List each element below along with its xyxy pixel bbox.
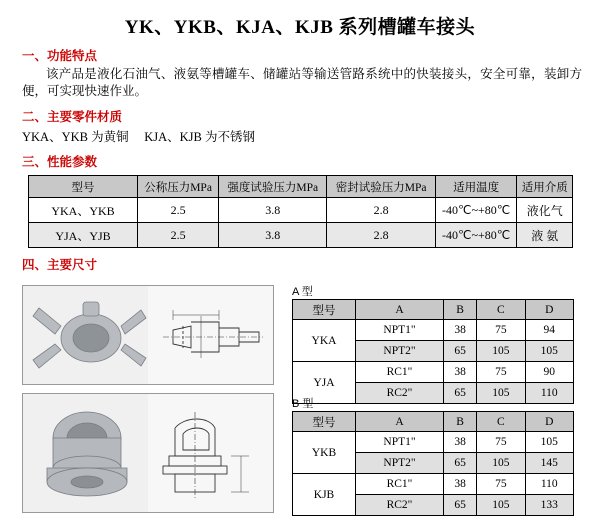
material-text: YKA、YKB 为黄铜 KJA、KJB 为不锈钢 xyxy=(22,130,255,144)
perf-header-seal-pressure: 密封试验压力MPa xyxy=(327,176,435,198)
dim-a-cell: 38 xyxy=(444,320,477,341)
dim-a-cell: NPT1" xyxy=(356,320,444,341)
table-row xyxy=(29,198,573,223)
table-row xyxy=(293,432,574,453)
dim-a-cell: 75 xyxy=(477,362,525,383)
dim-b-cell: 38 xyxy=(444,432,477,453)
table-header-row xyxy=(29,176,573,198)
image-row-a xyxy=(22,285,274,385)
dim-a-header-b: B xyxy=(444,300,477,320)
dim-b-cell: NPT1" xyxy=(356,432,444,453)
dim-a-header-model: 型号 xyxy=(293,300,356,320)
dim-a-cell: 105 xyxy=(525,341,573,362)
perf-cell: 2.8 xyxy=(327,223,435,248)
perf-cell: 2.5 xyxy=(138,223,219,248)
dim-a-header-a: A xyxy=(356,300,444,320)
dimension-label-b: B 型 xyxy=(292,398,314,410)
dim-b-cell: 65 xyxy=(444,453,477,474)
coupling-photo-a xyxy=(23,286,273,384)
perf-cell: 液化气 xyxy=(517,198,573,223)
dim-a-cell: RC1" xyxy=(356,362,444,383)
dim-b-cell: 110 xyxy=(525,474,573,495)
image-row-b xyxy=(22,393,274,513)
dim-a-model: YKA xyxy=(293,320,356,362)
dim-b-cell: 133 xyxy=(525,495,573,516)
table-row xyxy=(29,223,573,248)
dim-b-cell: 75 xyxy=(477,474,525,495)
dim-a-cell: 38 xyxy=(444,362,477,383)
dim-a-cell: 65 xyxy=(444,341,477,362)
performance-table xyxy=(28,175,573,248)
table-row xyxy=(293,474,574,495)
perf-header-strength-pressure: 强度试验压力MPa xyxy=(219,176,327,198)
perf-header-medium: 适用介质 xyxy=(517,176,573,198)
dim-a-cell: 75 xyxy=(477,320,525,341)
dim-b-cell: RC1" xyxy=(356,474,444,495)
perf-cell: 3.8 xyxy=(219,198,327,223)
perf-cell: -40℃~+80℃ xyxy=(435,198,517,223)
dim-b-cell: 105 xyxy=(525,432,573,453)
perf-header-nominal-pressure: 公称压力MPa xyxy=(138,176,219,198)
perf-cell: 2.5 xyxy=(138,198,219,223)
section-heading-material: 二、主要零件材质 xyxy=(22,110,123,124)
perf-header-model: 型号 xyxy=(29,176,138,198)
dim-b-cell: 38 xyxy=(444,474,477,495)
dim-a-cell: 90 xyxy=(525,362,573,383)
dim-a-cell: 105 xyxy=(477,341,525,362)
dim-b-cell: 75 xyxy=(477,432,525,453)
dim-a-cell: 65 xyxy=(444,383,477,404)
section-heading-features: 一、功能特点 xyxy=(22,49,98,63)
dimension-label-a: A 型 xyxy=(292,286,313,298)
dimension-table-b xyxy=(292,411,574,516)
table-row xyxy=(293,320,574,341)
dim-a-model: YJA xyxy=(293,362,356,404)
dim-b-cell: 105 xyxy=(477,495,525,516)
document-page xyxy=(0,12,600,528)
dim-b-cell: 65 xyxy=(444,495,477,516)
perf-cell: YJA、YJB xyxy=(29,223,138,248)
table-header-row xyxy=(293,300,574,320)
flange-coupling-photo-b xyxy=(23,394,273,512)
dim-a-cell: 94 xyxy=(525,320,573,341)
page-title: YK、YKB、KJA、KJB 系列槽罐车接头 xyxy=(124,17,476,38)
dim-a-header-d: D xyxy=(525,300,573,320)
dimensions-area xyxy=(0,281,600,531)
section-heading-dimensions: 四、主要尺寸 xyxy=(22,258,98,272)
perf-cell: -40℃~+80℃ xyxy=(435,223,517,248)
dim-b-model: KJB xyxy=(293,474,356,516)
dim-b-model: YKB xyxy=(293,432,356,474)
dim-a-cell: 110 xyxy=(525,383,573,404)
dim-b-cell: 105 xyxy=(477,453,525,474)
dim-b-header-a: A xyxy=(356,412,444,432)
dim-b-header-model: 型号 xyxy=(293,412,356,432)
dim-a-cell: RC2" xyxy=(356,383,444,404)
dim-b-header-b: B xyxy=(444,412,477,432)
dim-b-header-c: C xyxy=(477,412,525,432)
table-row xyxy=(293,362,574,383)
perf-cell: 3.8 xyxy=(219,223,327,248)
section-heading-performance: 三、性能参数 xyxy=(22,155,98,169)
perf-cell: 液 氨 xyxy=(517,223,573,248)
features-paragraph: 该产品是液化石油气、液氨等槽罐车、储罐站等输送管路系统中的快装接头，安全可靠，装卸方便，可实现快速作业。 xyxy=(22,67,582,98)
dim-a-cell: 105 xyxy=(477,383,525,404)
perf-cell: YKA、YKB xyxy=(29,198,138,223)
dim-b-header-d: D xyxy=(525,412,573,432)
table-header-row xyxy=(293,412,574,432)
dimension-table-a xyxy=(292,299,574,404)
dim-b-cell: NPT2" xyxy=(356,453,444,474)
dim-b-cell: 145 xyxy=(525,453,573,474)
dim-a-header-c: C xyxy=(477,300,525,320)
dim-b-cell: RC2" xyxy=(356,495,444,516)
dim-a-cell: NPT2" xyxy=(356,341,444,362)
perf-header-temperature: 适用温度 xyxy=(435,176,517,198)
perf-cell: 2.8 xyxy=(327,198,435,223)
